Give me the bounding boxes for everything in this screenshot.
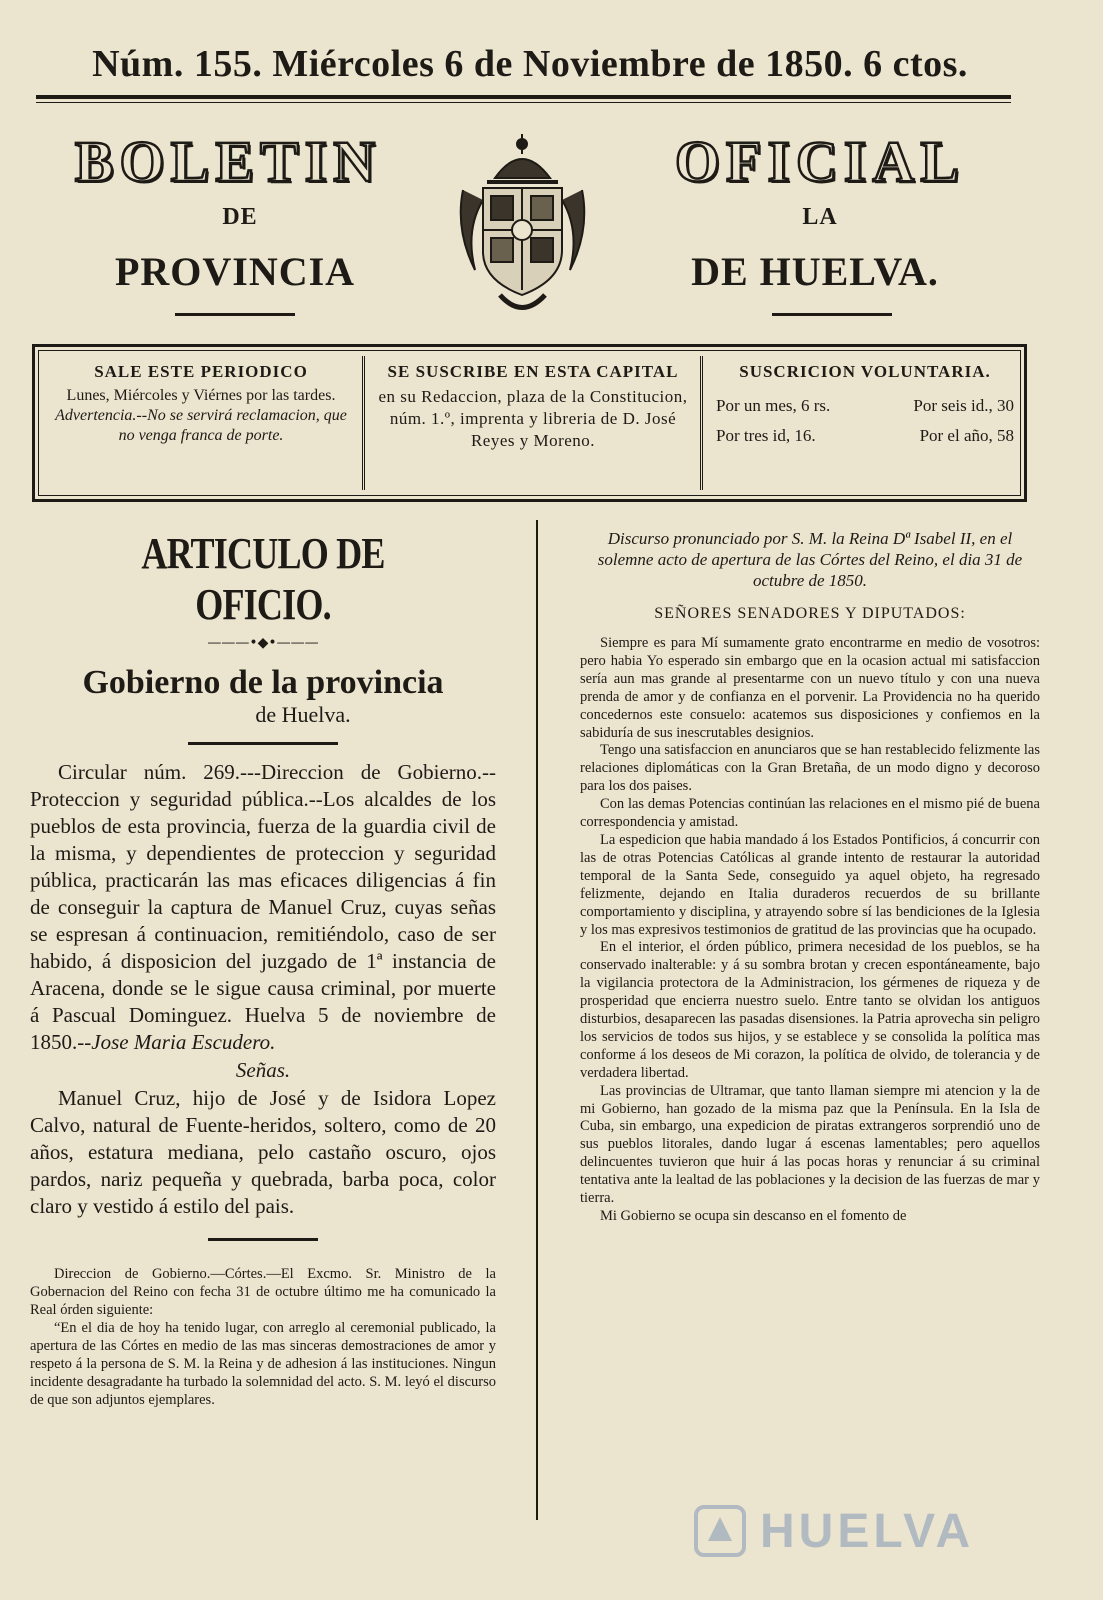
title-la: LA xyxy=(802,204,838,230)
column-divider xyxy=(536,520,538,1520)
left-column xyxy=(30,520,496,1409)
senas-title: Señas. xyxy=(235,1058,291,1082)
cortes-paragraph-1: Direccion de Gobierno.—Córtes.—El Excmo. Sr. Ministro de la Gobernacion del Reino con fecha 31 de octubre último me ha comunicado la Real órden siguiente: xyxy=(30,1266,496,1318)
gov-subtitle: de Huelva. xyxy=(255,702,351,727)
watermark-emblem-icon xyxy=(690,1501,750,1561)
info-separator-1 xyxy=(362,356,365,490)
speech-paragraph-5: En el interior, el órden público, primera necesidad de los pueblos, se ha conservado inalterable: y á su sombra brotan y crecen espontáneamente, bajo la vigilancia protectora de la Administracion, los gérmenes de riqueza y de prosperidad que encierra nuestro suelo. Entre tanto se olvidan los antiguos disturbios, desaparecen las pasadas disensiones. la Patria aprovecha sin peligro los servicios de todos sus hijos, y se establece y se consolida la política mas conforme á los deseos de Mi corazon, la política de olvido, de tolerancia y de verdadera libertad. xyxy=(580,939,1040,1081)
speech-paragraph-1: Siempre es para Mí sumamente grato encontrarme en medio de vosotros: pero habia Yo esperado sin embargo que en la ocasion actual mi satisfaccion sería aun mas grande al presentarme con un nuevo título y con una nueva prenda de amor y de confianza en el porvenir. La Providencia no ha querido concedernos este consuelo: acatemos sus disposiciones y confiemos en la sabiduría de sus inescrutables designios. xyxy=(580,635,1040,741)
price-six-months: Por seis id., 30 xyxy=(913,396,1014,415)
subscribe-heading: SE SUSCRIBE EN ESTA CAPITAL xyxy=(387,362,679,381)
info-separator-2 xyxy=(700,356,703,490)
speech-paragraph-3: Con las demas Potencias continúan las relaciones en el mismo pié de buena correspondencia y amistad. xyxy=(580,796,1040,831)
speech-paragraph-2: Tengo una satisfaccion en anunciaros que se han restablecido felizmente las relaciones diplomáticas con la Gran Bretaña, de un modo digno y decoroso para los dos paises. xyxy=(580,742,1040,795)
cortes-paragraph-2: “En el dia de hoy ha tenido lugar, con arreglo al ceremonial publicado, la apertura de las Córtes en medio de las mas sinceras demostraciones de amor y respeto á la persona de S. M. la Reina y de adhesion á las instituciones. Ningun incidente desagradante ha turbado la solemnidad del acto. S. M. leyó el discurso de que son adjuntos ejemplares. xyxy=(30,1320,496,1408)
speech-salutation: SEÑORES SENADORES Y DIPUTADOS: xyxy=(654,605,966,622)
speech-paragraph-7: Mi Gobierno se ocupa sin descanso en el fomento de xyxy=(600,1208,907,1224)
title-underline-left xyxy=(175,313,295,316)
advertencia-note: Advertencia.--No se servirá reclamacion, que no venga franca de porte. xyxy=(55,407,347,444)
senas-rule xyxy=(208,1238,318,1241)
ornament-divider: ———•◆•——— xyxy=(207,635,319,651)
schedule-text: Lunes, Miércoles y Viérnes por las tardes. xyxy=(66,387,336,404)
circular-paragraph: Circular núm. 269.---Direccion de Gobierno.--Proteccion y seguridad pública.--Los alcaldes de los pueblos de esta provincia, fuerza de la guardia civil de la misma, y dependientes de proteccion y seguridad pública, practicarán las mas eficaces diligencias á fin de conseguir la captura de Manuel Cruz, cuyas señas se espresan á continuacion, remitiéndolo, caso de ser habido, á disposicion del juzgado de 1ª instancia de Aracena, donde se le sigue causa criminal, por muerte á Pascual Dominguez. Huelva 5 de noviembre de 1850.--Jose Maria Escudero. xyxy=(30,760,496,1054)
watermark-text: HUELVA xyxy=(760,1504,975,1558)
section-title: ARTICULO DE OFICIO. xyxy=(141,529,385,629)
masthead-rule-top xyxy=(36,95,1011,99)
info-col-subscribe xyxy=(368,352,698,494)
issue-line: Núm. 155. Miércoles 6 de Noviembre de 1850. 6 ctos. xyxy=(92,43,968,85)
info-col-schedule xyxy=(42,352,360,494)
title-de: DE xyxy=(222,204,258,230)
title-underline-right xyxy=(772,313,892,316)
gov-title: Gobierno de la provincia xyxy=(82,664,444,701)
title-provincia: PROVINCIA xyxy=(114,249,356,294)
title-de-huelva: DE HUELVA. xyxy=(691,249,939,294)
title-oficial: OFICIAL xyxy=(674,129,966,194)
huelva-watermark xyxy=(690,1496,1020,1566)
senas-paragraph: Manuel Cruz, hijo de José y de Isidora Lopez Calvo, natural de Fuente-heridos, soltero, como de 20 años, estatura mediana, pelo castaño oscuro, ojos pardos, nariz pequeña y quebrada, barba poca, color claro y vestido á estilo del pais. xyxy=(30,1086,496,1218)
prices-heading: SUSCRICION VOLUNTARIA. xyxy=(739,362,991,381)
circular-signature: Jose Maria Escudero. xyxy=(91,1030,276,1054)
masthead-rule-bottom xyxy=(36,102,1011,103)
right-column xyxy=(580,528,1040,1226)
coat-of-arms-icon xyxy=(455,130,590,320)
price-three-months: Por tres id, 16. xyxy=(716,426,816,445)
speech-heading: Discurso pronunciado por S. M. la Reina Dª Isabel II, en el solemne acto de apertura de las Córtes del Reino, el dia 31 de octubre de 1850. xyxy=(597,529,1023,590)
subscribe-text: en su Redaccion, plaza de la Constitucion, núm. 1.º, imprenta y libreria de D. José Reyes y Moreno. xyxy=(378,387,688,450)
price-one-year: Por el año, 58 xyxy=(919,426,1014,445)
title-boletin: BOLETIN xyxy=(74,129,382,194)
price-one-month: Por un mes, 6 rs. xyxy=(716,396,831,415)
gov-rule xyxy=(188,742,338,745)
schedule-heading: SALE ESTE PERIODICO xyxy=(94,362,308,381)
speech-paragraph-6: Las provincias de Ultramar, que tanto llaman siempre mi atencion y la de mi Gobierno, han gozado de la misma paz que la Península. En la Isla de Cuba, sin embargo, una expedicion de piratas extrangeros sorprendió uno de sus pueblos litorales, dando lugar á escenas lamentables; pero aquellos delincuentes tuvieron que huir á las pocas horas y renunciar á su criminal tentativa ante la lealtad de las poblaciones y la decision de las fuerzas de mar y tierra. xyxy=(580,1082,1040,1207)
speech-paragraph-4: La espedicion que habia mandado á los Estados Pontificios, á concurrir con las de otras Potencias Católicas al grande intento de restaurar la autoridad temporal de la Santa Sede, conseguido ya aquel objeto, ha regresado felizmente, dejando en Italia duraderos recuerdos de su brillante comportamiento y disciplina, y atrayendo sobre sí las bendiciones de la Iglesia y los mas expresivos testimonios de gratitud de las provincias que ha ocupado. xyxy=(580,831,1040,938)
info-col-prices xyxy=(706,352,1024,494)
